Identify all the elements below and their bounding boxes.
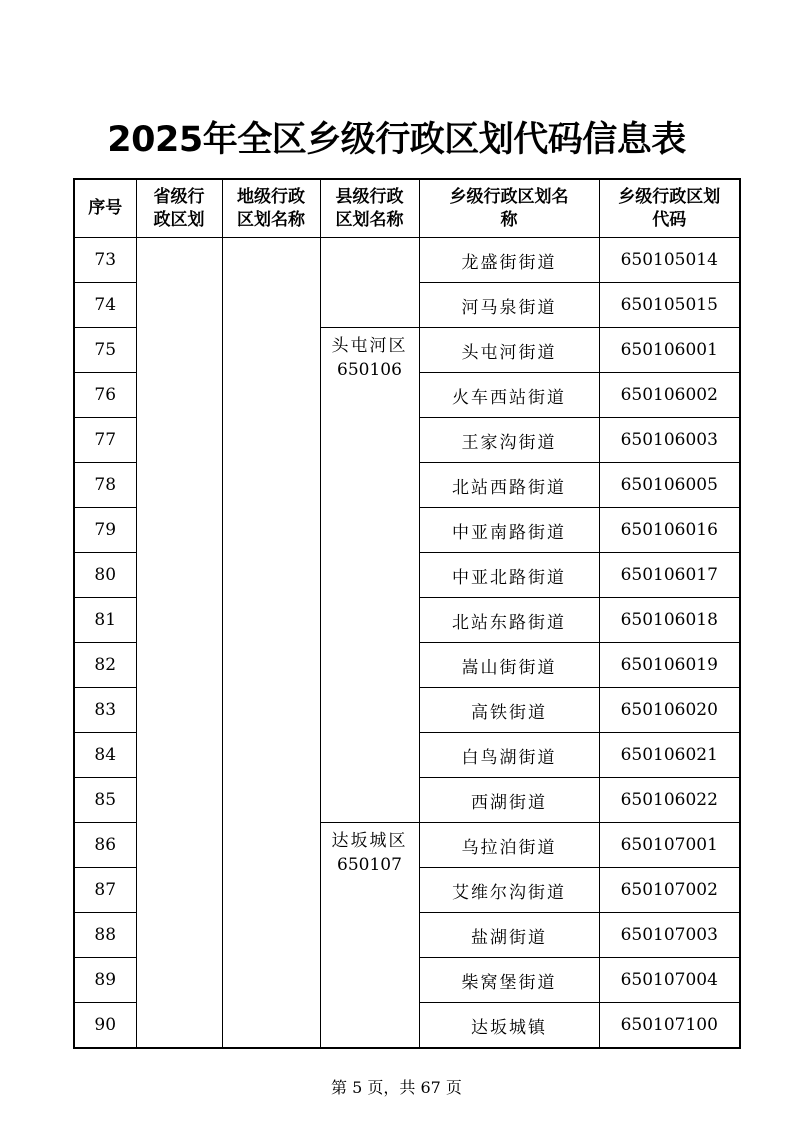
seq-cell: 82 [74, 643, 136, 688]
township-code-cell: 650105015 [599, 283, 740, 328]
seq-cell: 83 [74, 688, 136, 733]
township-code-cell: 650106016 [599, 508, 740, 553]
township-code-cell: 650106017 [599, 553, 740, 598]
township-code-cell: 650107001 [599, 823, 740, 868]
township-code-cell: 650106018 [599, 598, 740, 643]
seq-cell: 89 [74, 958, 136, 1003]
township-code-cell: 650107100 [599, 1003, 740, 1049]
township-name-cell: 北站东路街道 [419, 598, 599, 643]
header-township-code: 乡级行政区划 代码 [599, 179, 740, 238]
township-code-cell: 650107003 [599, 913, 740, 958]
township-code-cell: 650106001 [599, 328, 740, 373]
township-code-cell: 650107004 [599, 958, 740, 1003]
prefecture-cell [222, 238, 320, 1049]
county-code: 650106 [337, 360, 402, 380]
seq-cell: 87 [74, 868, 136, 913]
township-code-cell: 650106021 [599, 733, 740, 778]
township-name-cell: 盐湖街道 [419, 913, 599, 958]
township-name-cell: 柴窝堡街道 [419, 958, 599, 1003]
township-name-cell: 龙盛街街道 [419, 238, 599, 283]
seq-cell: 88 [74, 913, 136, 958]
header-county: 县级行政 区划名称 [320, 179, 419, 238]
county-cell [320, 823, 419, 1049]
township-code-cell: 650106003 [599, 418, 740, 463]
township-name-cell: 高铁街道 [419, 688, 599, 733]
township-name-cell: 河马泉街道 [419, 283, 599, 328]
township-name-cell: 西湖街道 [419, 778, 599, 823]
header-prefecture: 地级行政 区划名称 [222, 179, 320, 238]
seq-cell: 76 [74, 373, 136, 418]
township-name-cell: 嵩山街街道 [419, 643, 599, 688]
township-code-cell: 650106019 [599, 643, 740, 688]
seq-cell: 80 [74, 553, 136, 598]
township-name-cell: 艾维尔沟街道 [419, 868, 599, 913]
seq-cell: 74 [74, 283, 136, 328]
seq-cell: 78 [74, 463, 136, 508]
township-name-cell: 乌拉泊街道 [419, 823, 599, 868]
province-cell [136, 238, 222, 1049]
page-title: 2025年全区乡级行政区划代码信息表 [107, 120, 686, 160]
township-name-cell: 达坂城镇 [419, 1003, 599, 1049]
table-body [74, 238, 740, 1049]
township-code-table [73, 178, 741, 1049]
table-header-row [74, 179, 740, 238]
township-code-cell: 650107002 [599, 868, 740, 913]
county-name: 头屯河区 [331, 336, 408, 356]
township-name-cell: 头屯河街道 [419, 328, 599, 373]
township-code-cell: 650106005 [599, 463, 740, 508]
header-province: 省级行 政区划 [136, 179, 222, 238]
township-name-cell: 王家沟街道 [419, 418, 599, 463]
county-cell [320, 328, 419, 823]
seq-cell: 77 [74, 418, 136, 463]
township-code-cell: 650106020 [599, 688, 740, 733]
county-name: 达坂城区 [331, 831, 408, 851]
seq-cell: 79 [74, 508, 136, 553]
county-code: 650107 [337, 855, 402, 875]
seq-cell: 73 [74, 238, 136, 283]
seq-cell: 81 [74, 598, 136, 643]
township-code-cell: 650105014 [599, 238, 740, 283]
page-footer: 第 5 页，共 67 页 [331, 1078, 462, 1097]
township-name-cell: 中亚北路街道 [419, 553, 599, 598]
seq-cell: 86 [74, 823, 136, 868]
seq-cell: 90 [74, 1003, 136, 1049]
header-township-name: 乡级行政区划名 称 [419, 179, 599, 238]
township-name-cell: 白鸟湖街道 [419, 733, 599, 778]
header-seq: 序号 [74, 179, 136, 238]
township-name-cell: 火车西站街道 [419, 373, 599, 418]
table-row [74, 238, 740, 283]
township-code-cell: 650106002 [599, 373, 740, 418]
seq-cell: 84 [74, 733, 136, 778]
county-cell [320, 238, 419, 328]
township-name-cell: 中亚南路街道 [419, 508, 599, 553]
seq-cell: 85 [74, 778, 136, 823]
township-code-cell: 650106022 [599, 778, 740, 823]
seq-cell: 75 [74, 328, 136, 373]
township-name-cell: 北站西路街道 [419, 463, 599, 508]
